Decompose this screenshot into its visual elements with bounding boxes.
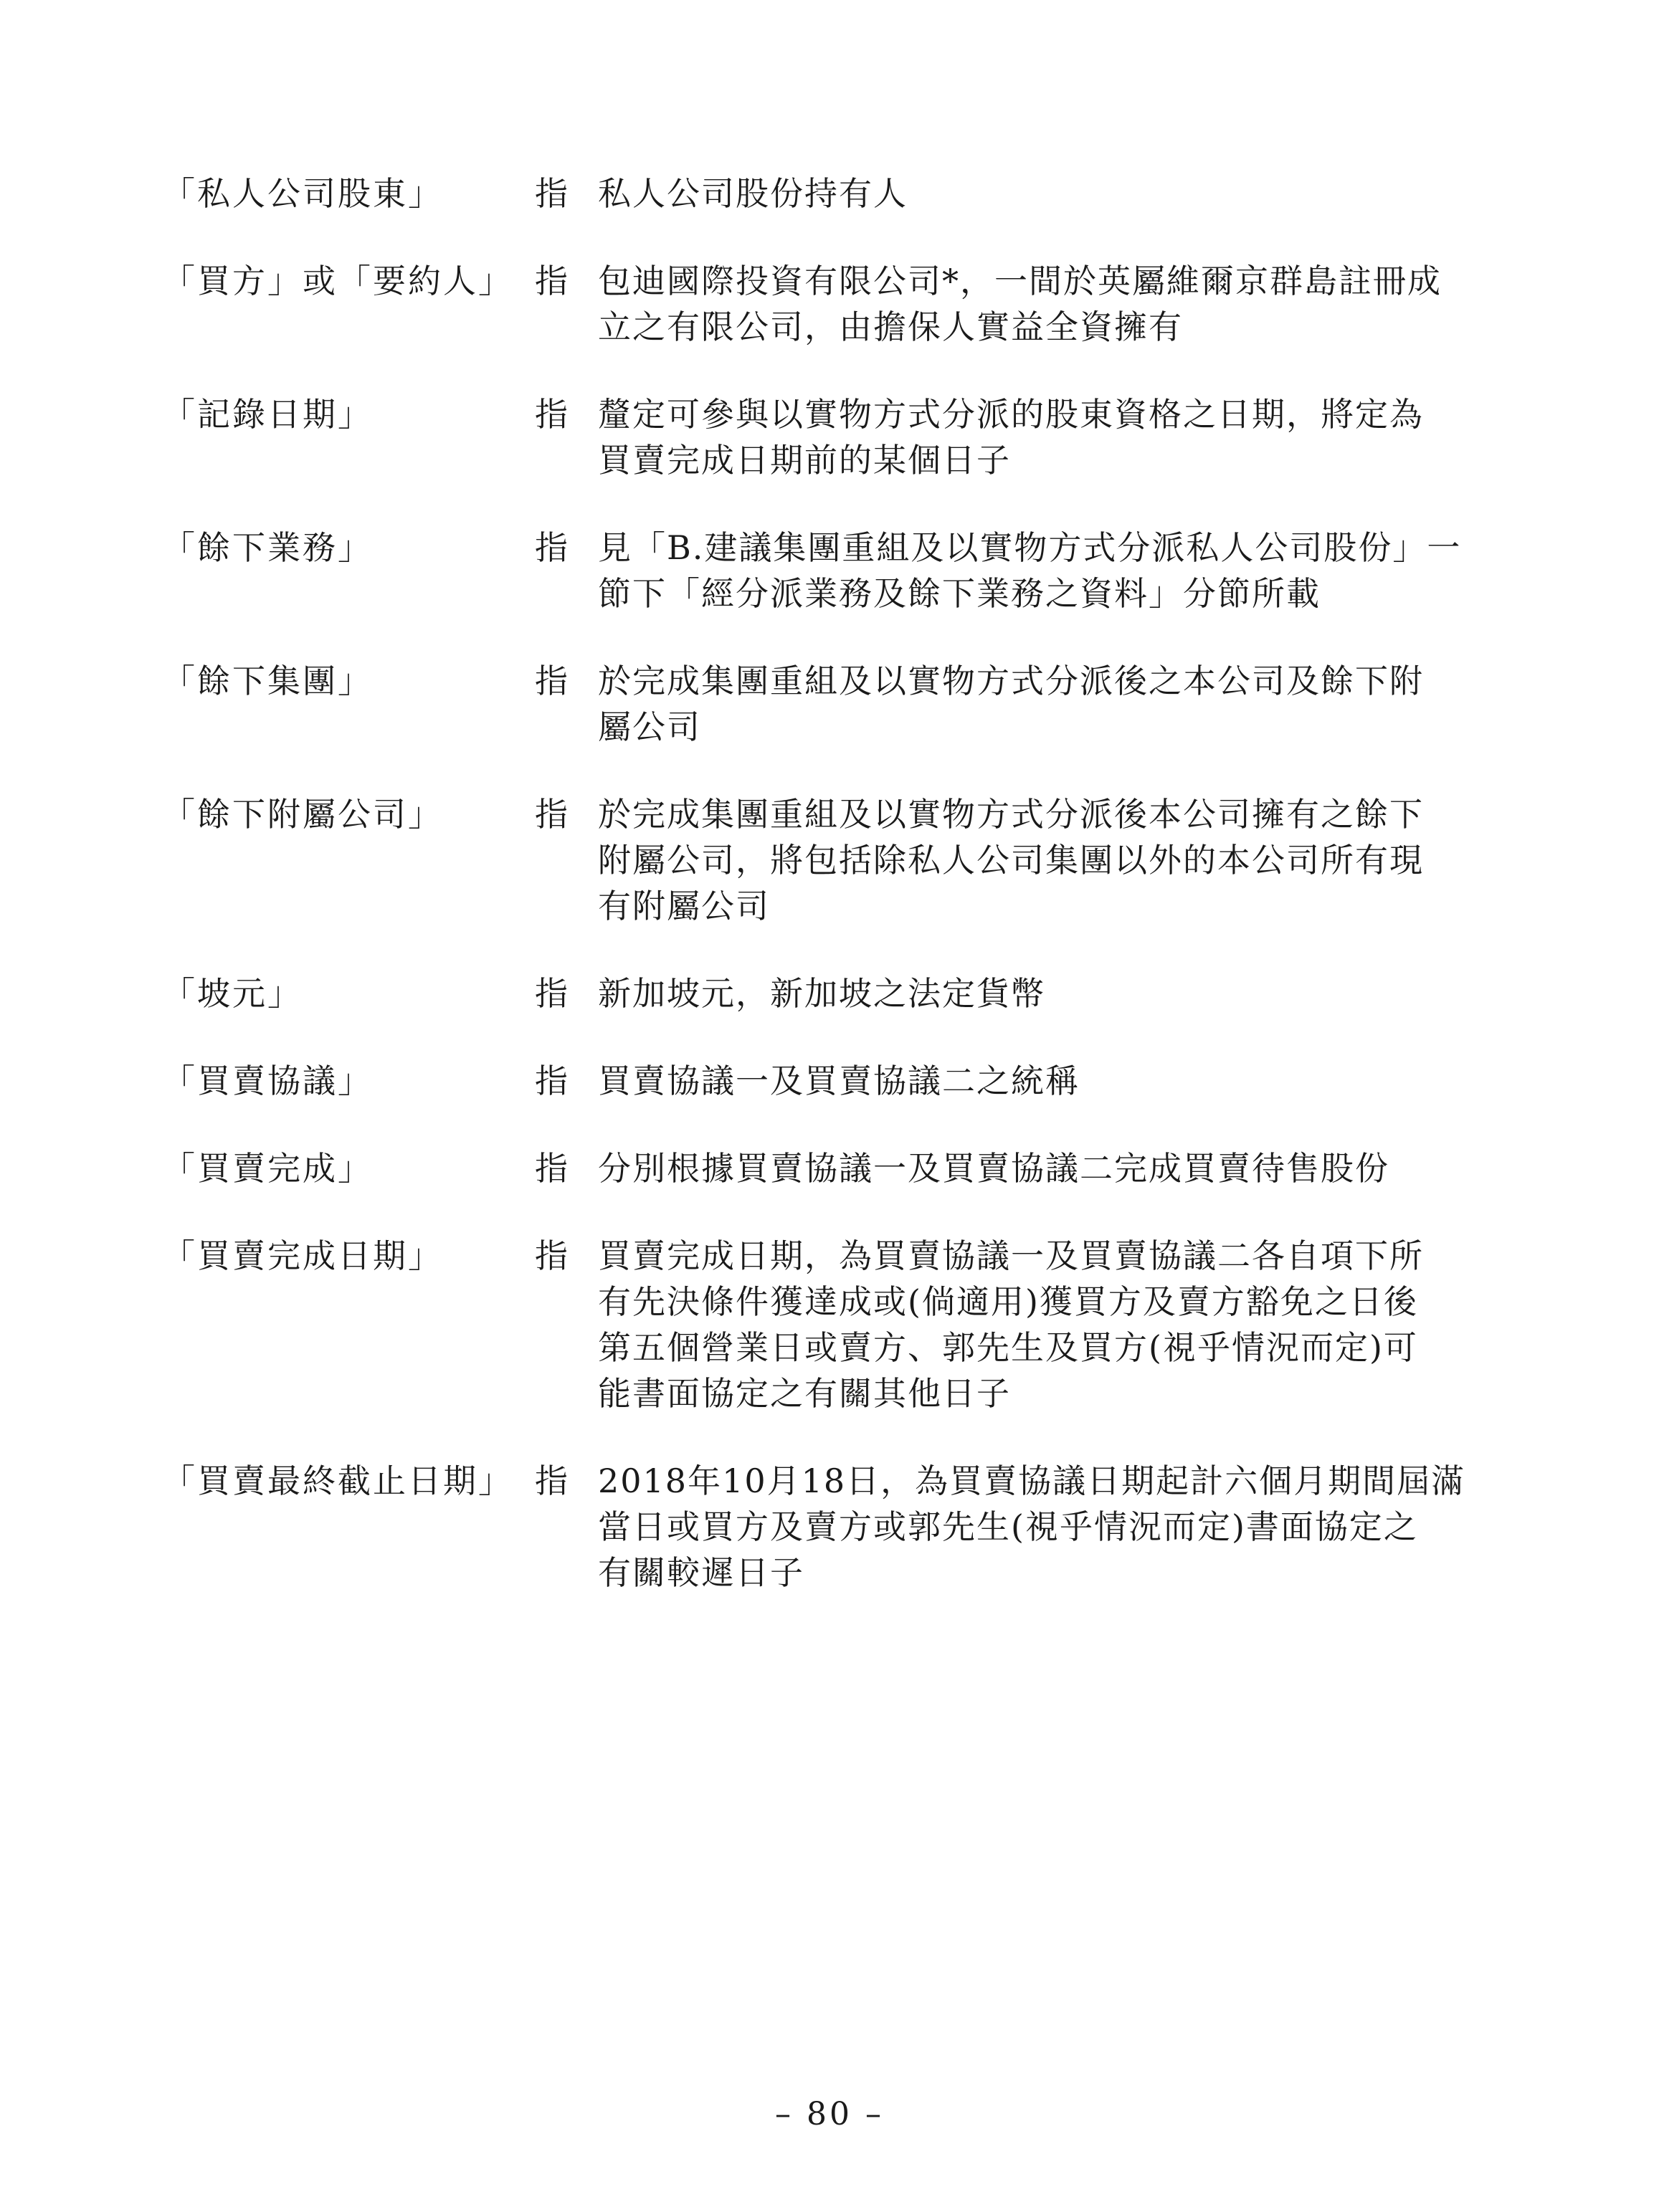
definition-term: 「私人公司股東」: [162, 174, 443, 213]
definition-line: 於完成集團重組及以實物方式分派後之本公司及餘下附: [598, 662, 1424, 700]
definition-row: [162, 1233, 1524, 1416]
definition-line: 見「B.建議集團重組及以實物方式分派私人公司股份」一: [598, 528, 1462, 567]
definition-line: 有附屬公司: [598, 887, 770, 925]
definition-term: 「買賣完成日期」: [162, 1236, 443, 1275]
definition-line: 有先決條件獲達成或(倘適用)獲買方及賣方豁免之日後: [598, 1282, 1418, 1321]
definition-term: 「餘下附屬公司」: [162, 795, 443, 834]
definition-term: 「坡元」: [162, 974, 303, 1013]
means-word: 指: [535, 1062, 568, 1100]
definition-term: 「餘下業務」: [162, 528, 373, 567]
definition-text: [598, 971, 1523, 1016]
means-word: 指: [535, 395, 568, 434]
definition-term: 「買賣協議」: [162, 1062, 373, 1100]
definition-term: 「買賣最終截止日期」: [162, 1462, 513, 1500]
definition-text: [598, 658, 1523, 750]
definition-line: 買賣完成日期，為買賣協議一及買賣協議二各自項下所: [598, 1236, 1424, 1275]
definition-line: 有關較遲日子: [598, 1553, 804, 1592]
definition-row: [162, 658, 1524, 750]
definition-row: [162, 1058, 1524, 1104]
definition-row: [162, 1145, 1524, 1191]
definition-row: [162, 258, 1524, 350]
means-word: 指: [535, 795, 568, 834]
definition-text: [598, 791, 1523, 929]
means-word: 指: [535, 1149, 568, 1188]
definition-line: 附屬公司，將包括除私人公司集團以外的本公司所有現: [598, 841, 1424, 879]
definition-line: 買賣完成日期前的某個日子: [598, 441, 1011, 480]
definition-row: [162, 1458, 1524, 1596]
definition-line: 於完成集團重組及以實物方式分派後本公司擁有之餘下: [598, 795, 1424, 834]
means-word: 指: [535, 1236, 568, 1275]
page-number: – 80 –: [775, 2096, 884, 2132]
definition-line: 分別根據買賣協議一及買賣協議二完成買賣待售股份: [598, 1149, 1389, 1188]
definition-line: 節下「經分派業務及餘下業務之資料」分節所載: [598, 574, 1321, 613]
definition-text: [598, 1145, 1523, 1191]
definition-text: [598, 258, 1523, 350]
definition-text: [598, 171, 1523, 216]
definition-row: [162, 971, 1524, 1016]
definition-term: 「餘下集團」: [162, 662, 373, 700]
definition-line: 釐定可參與以實物方式分派的股東資格之日期，將定為: [598, 395, 1424, 434]
definition-term: 「買方」或「要約人」: [162, 262, 513, 300]
means-word: 指: [535, 262, 568, 300]
definition-line: 私人公司股份持有人: [598, 174, 908, 213]
means-word: 指: [535, 1462, 568, 1500]
definition-line: 包迪國際投資有限公司*，一間於英屬維爾京群島註冊成: [598, 262, 1442, 300]
definition-line: 2018年10月18日，為買賣協議日期起計六個月期間屆滿: [598, 1462, 1466, 1500]
definition-text: [598, 1058, 1523, 1104]
definition-line: 新加坡元，新加坡之法定貨幣: [598, 974, 1045, 1013]
means-word: 指: [535, 662, 568, 700]
means-word: 指: [535, 174, 568, 213]
definition-line: 立之有限公司，由擔保人實益全資擁有: [598, 308, 1183, 346]
definition-line: 能書面協定之有關其他日子: [598, 1374, 1011, 1413]
definition-line: 屬公司: [598, 707, 701, 746]
definition-line: 當日或買方及賣方或郭先生(視乎情況而定)書面協定之: [598, 1507, 1418, 1546]
definition-row: [162, 391, 1524, 483]
definition-term: 「記錄日期」: [162, 395, 373, 434]
definition-row: [162, 791, 1524, 929]
definition-row: [162, 525, 1524, 616]
means-word: 指: [535, 974, 568, 1013]
definition-text: [598, 1458, 1523, 1596]
definition-term: 「買賣完成」: [162, 1149, 373, 1188]
definition-row: [162, 171, 1524, 216]
definition-line: 買賣協議一及買賣協議二之統稱: [598, 1062, 1080, 1100]
definition-line: 第五個營業日或賣方、郭先生及買方(視乎情況而定)可: [598, 1328, 1418, 1367]
means-word: 指: [535, 528, 568, 567]
definition-text: [598, 1233, 1523, 1416]
definition-text: [598, 525, 1523, 616]
definition-text: [598, 391, 1523, 483]
definitions-list: [162, 171, 1524, 1637]
